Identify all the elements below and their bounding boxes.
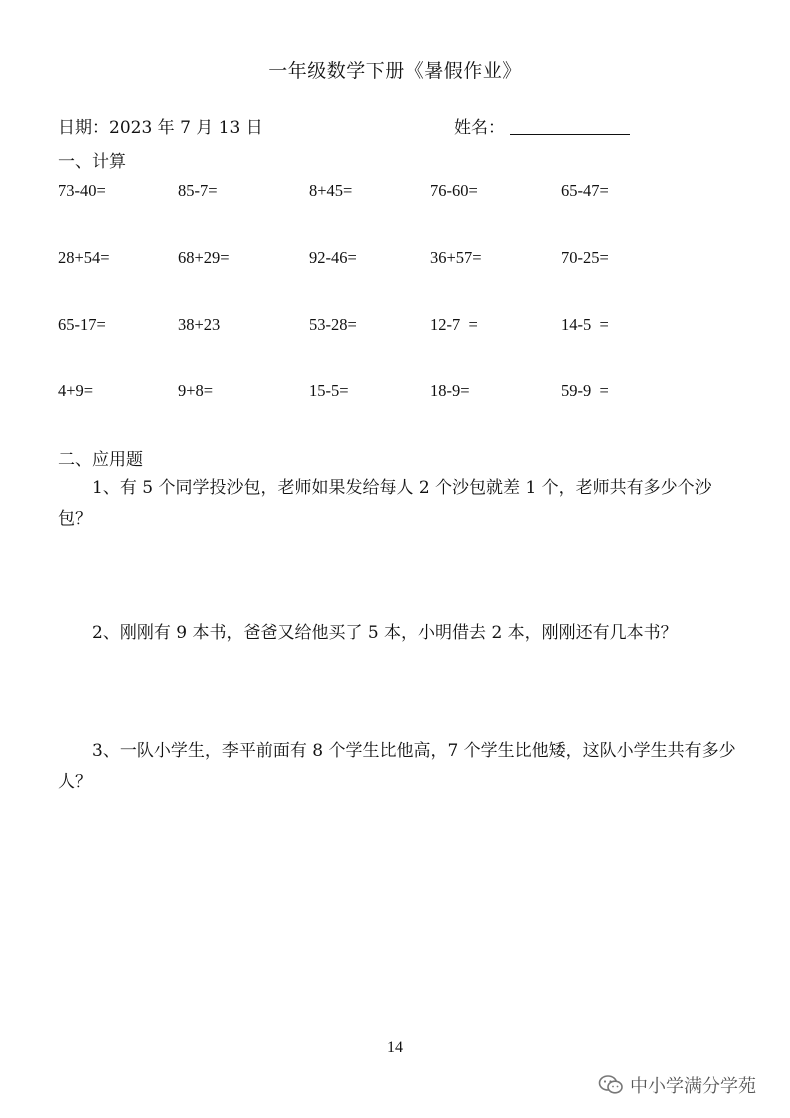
page-number: 14	[387, 1039, 403, 1056]
calc-item: 76-60=	[430, 181, 478, 200]
calc-item: 28+54=	[58, 248, 110, 267]
calc-item: 65-47=	[561, 181, 609, 200]
calc-item: 73-40=	[58, 181, 106, 200]
calc-item: 92-46=	[309, 248, 357, 267]
watermark-text: 中小学满分学苑	[630, 1076, 756, 1097]
name-label: 姓名：	[454, 118, 505, 138]
word-problem-1: 1、有 5 个同学投沙包，老师如果发给每人 2 个沙包就差 1 个，老师共有多少个沙包？	[58, 478, 712, 529]
calc-item: 12-7 =	[430, 315, 478, 334]
calc-item: 70-25=	[561, 248, 609, 267]
page-title: 一年级数学下册《暑假作业》	[268, 60, 522, 82]
calc-item: 15-5=	[309, 381, 349, 400]
calc-item: 53-28=	[309, 315, 357, 334]
date-text: 日期：2023 年 7 月 13 日	[58, 118, 263, 138]
calc-item: 18-9=	[430, 381, 470, 400]
calc-item: 85-7=	[178, 181, 218, 200]
calc-item: 65-17=	[58, 315, 106, 334]
name-blank-line	[510, 134, 630, 135]
calc-item: 8+45=	[309, 181, 353, 200]
calc-item: 4+9=	[58, 381, 94, 400]
word-problem-3: 3、一队小学生，李平前面有 8 个学生比他高，7 个学生比他矮，这队小学生共有多少人？	[58, 741, 736, 792]
wechat-icon	[598, 1074, 624, 1096]
watermark	[598, 1072, 756, 1098]
section-calc-heading: 一、计算	[58, 152, 126, 172]
section-word-problems-heading: 二、应用题	[58, 450, 143, 470]
calc-item: 38+23	[178, 315, 221, 334]
calc-item: 14-5 =	[561, 315, 609, 334]
calc-item: 68+29=	[178, 248, 230, 267]
calc-item: 9+8=	[178, 381, 214, 400]
calc-item: 36+57=	[430, 248, 482, 267]
word-problem-2: 2、刚刚有 9 本书，爸爸又给他买了 5 本，小明借去 2 本，刚刚还有几本书？	[92, 623, 678, 643]
calc-item: 59-9 =	[561, 381, 609, 400]
